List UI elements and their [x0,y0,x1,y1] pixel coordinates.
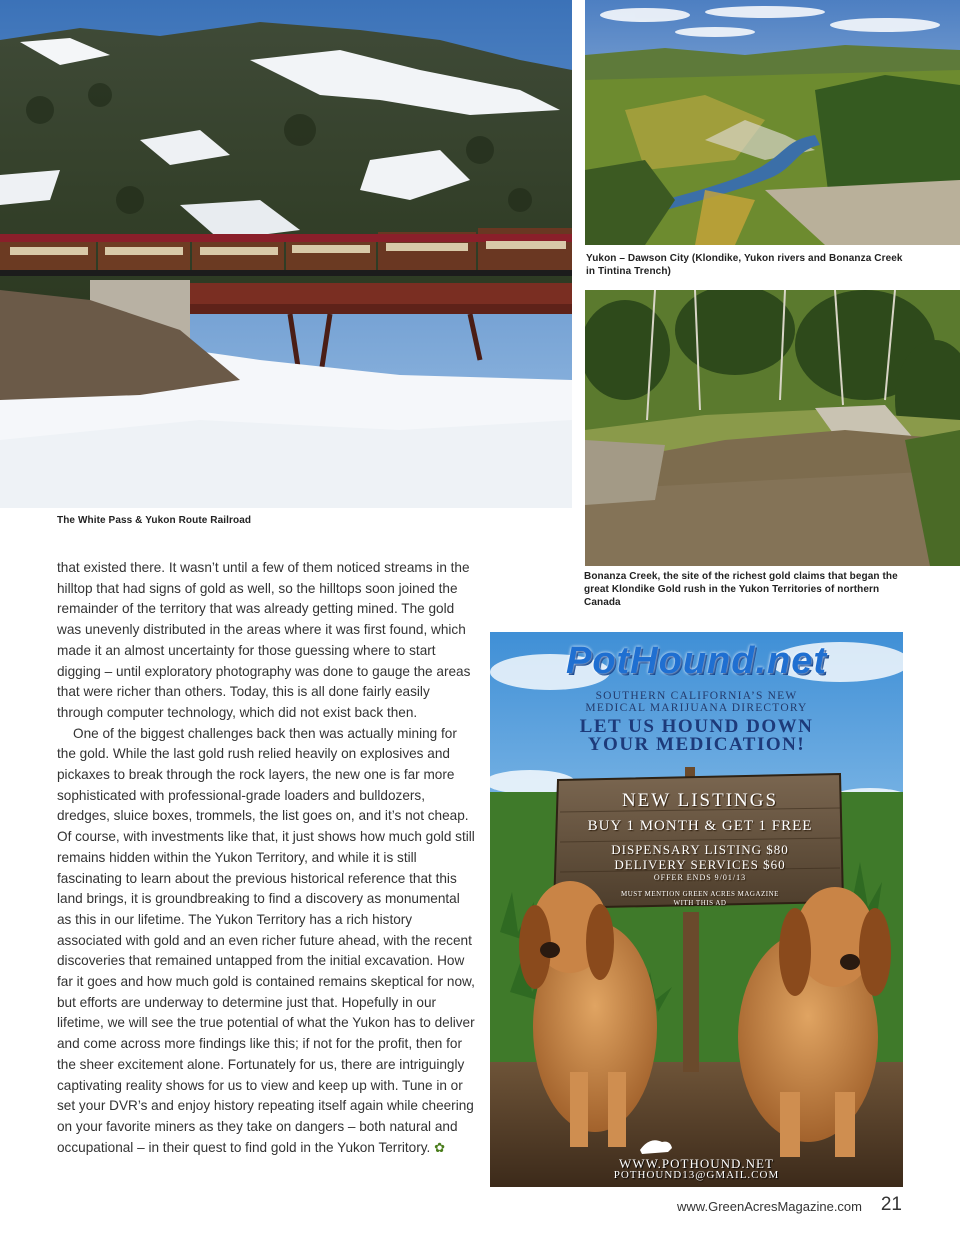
ad-logo[interactable]: PotHound.net [565,640,828,682]
ad-tagline-2: MEDICAL MARIJUANA DIRECTORY [585,702,808,714]
bonanza-creek-photo [585,290,960,566]
ad-headline-1: LET US HOUND DOWN [579,716,814,737]
railroad-photo [0,0,572,508]
article-paragraph: that existed there. It wasn’t until a few of them noticed streams in the hilltop that had signs of gold as well, so the hilltops soon joined the remainder of the territory that was already getting mined. The gold was unevenly distributed in the areas where it was first found, which made it an almost uncertainty for those guessing where to start digging – until exploratory photography was done to gauge the areas that were richer than others. Today, this is all done fairly easily through computer technology, which did not exist back then. [57,560,471,720]
railroad-caption: The White Pass & Yukon Route Railroad [57,515,252,526]
page-number: 21 [880,1194,902,1215]
ad-headline-2: YOUR MEDICATION! [587,734,806,755]
dawson-city-photo [585,0,960,245]
sign-expiry: OFFER ENDS 9/01/13 [653,873,747,882]
article-body [57,558,475,1158]
ad-url[interactable]: WWW.POTHOUND.NET [619,1156,774,1171]
sign-mention-2: WITH THIS AD [673,899,727,907]
article-paragraph: One of the biggest challenges back then was actually mining for the gold. While the last gold rush relied heavily on explosives and pickaxes to break through the rock layers, the new one is far more sophisticated with professional-grade loaders and bulldozers, dredges, sluice boxes, trommels, the list goes on, and it’s not cheap. Of course, with investments like that, it just shows how much gold still remains hidden within the Yukon Territory, and while it is still fascinating to learn about the previous historical reference that this land brings, it is groundbreaking to find a discovery as monumental as this in our lifetime. The Yukon Territory has a rich history associated with gold and an even richer future ahead, with the recent discoveries that remained untapped from the initial excavation. How far it goes and how much gold is contained remains skeptical for now, but efforts are underway to determine just that. Hopefully in our lifetime, we will see the true potential of what the Yukon has to deliver and come across more findings like this; if not for the profit, then for the sheer excitement alone. Fortunately for us, there are intriguingly captivating reality shows for us to view and keep up with. Tune in or set your DVR’s and enjoy history repeating itself again while cheering on your favorite miners as they take on dangers – both natural and occupational – in their quest to find gold in the Yukon Territory. [57,725,475,1155]
leaf-icon: ✿ [434,1139,445,1155]
footer-url[interactable]: www.GreenAcresMagazine.com [677,1199,862,1214]
ad-tagline-1: SOUTHERN CALIFORNIA’S NEW [595,690,798,702]
bonanza-creek-caption: Bonanza Creek, the site of the richest gold claims that began the great Klondike Gold rush in the Yukon Territories of northern Canada [584,571,898,608]
sign-title: NEW LISTINGS [621,790,779,811]
sign-line-1: DISPENSARY LISTING $80 [611,842,789,857]
sign-mention-1: MUST MENTION GREEN ACRES MAGAZINE [621,890,779,898]
sign-offer: BUY 1 MONTH & GET 1 FREE [587,818,813,834]
dawson-city-caption: Yukon – Dawson City (Klondike, Yukon rivers and Bonanza Creek in Tintina Trench) [586,253,903,277]
sign-line-2: DELIVERY SERVICES $60 [614,857,786,872]
ad-email[interactable]: POTHOUND13@GMAIL.COM [613,1169,780,1181]
pothound-ad[interactable] [490,632,903,1187]
